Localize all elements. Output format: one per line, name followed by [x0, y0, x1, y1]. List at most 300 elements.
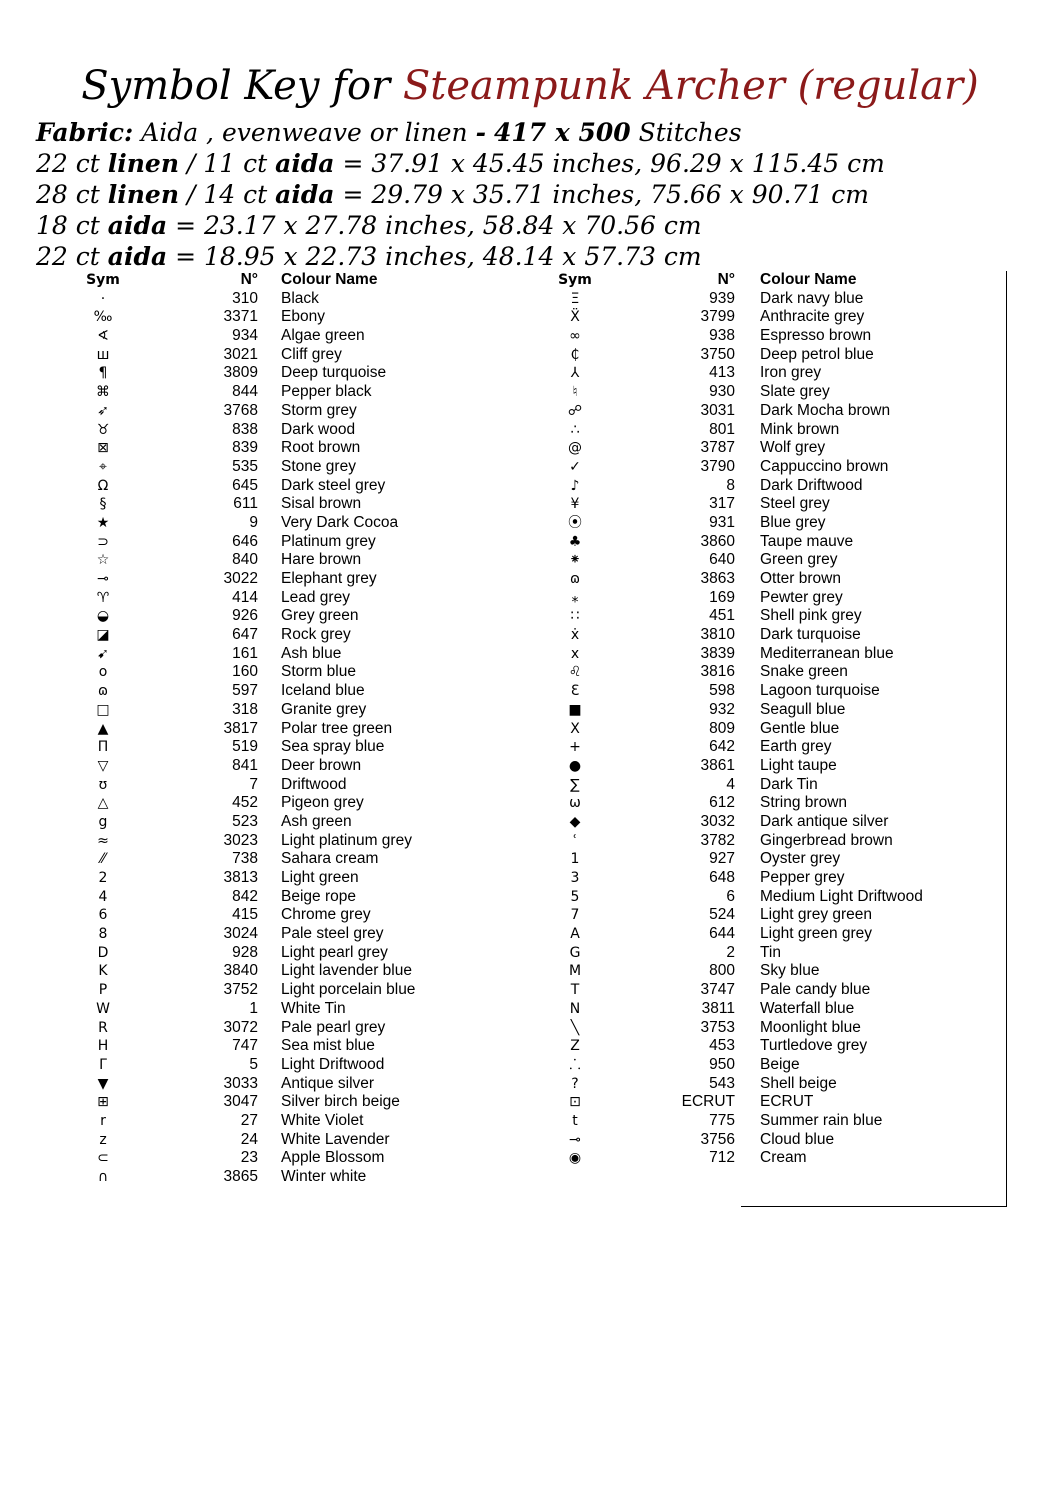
colour-name-cell: Shell beige	[760, 1074, 837, 1092]
symbol-cell: ▼	[97, 1075, 109, 1092]
table-row	[0, 738, 500, 757]
table-row	[500, 570, 1020, 589]
symbol-table-right	[500, 271, 1020, 1168]
number-cell: 926	[232, 607, 258, 625]
symbol-cell: ≈	[97, 832, 109, 849]
symbol-cell: 7	[570, 907, 580, 924]
page-title	[0, 58, 1060, 114]
table-row	[0, 869, 500, 888]
table-row	[500, 757, 1020, 776]
symbol-cell: +	[569, 739, 581, 756]
symbol-cell: ⊠	[97, 440, 109, 457]
number-cell: 519	[232, 738, 258, 756]
colour-name-cell: Dark wood	[281, 420, 356, 438]
table-border-bottom	[741, 1206, 1007, 1207]
number-cell: 809	[709, 719, 735, 737]
table-row	[0, 383, 500, 402]
symbol-cell: x	[570, 645, 580, 662]
number-cell: 535	[232, 457, 258, 475]
table-row	[500, 589, 1020, 608]
symbol-cell: ɷ	[97, 683, 109, 700]
symbol-cell: Γ	[99, 1056, 107, 1073]
table-row	[0, 906, 500, 925]
number-cell: 801	[709, 420, 735, 438]
table-row	[500, 1131, 1020, 1150]
table-row	[500, 402, 1020, 421]
number-cell: 648	[709, 869, 735, 886]
number-cell: 451	[709, 607, 735, 625]
number-cell: 24	[240, 1130, 258, 1148]
header-num: N°	[717, 271, 735, 288]
colour-name-cell: Oyster grey	[760, 850, 841, 868]
number-cell: 543	[709, 1074, 735, 1092]
table-row	[500, 421, 1020, 440]
symbol-cell: Π	[97, 739, 109, 756]
table-row	[0, 1093, 500, 1112]
number-cell: 317	[709, 495, 735, 513]
table-row	[0, 701, 500, 720]
table-row	[0, 1149, 500, 1168]
symbol-cell: Ξ	[570, 290, 580, 307]
colour-name-cell: Pewter grey	[760, 588, 843, 606]
number-cell: 3840	[223, 962, 258, 980]
colour-name-cell: Pigeon grey	[281, 794, 364, 812]
table-row	[0, 1168, 500, 1187]
table-row	[0, 663, 500, 682]
symbol-cell: ∞	[569, 328, 581, 345]
symbol-cell: ◆	[569, 813, 581, 830]
symbol-cell: ⅄	[570, 365, 580, 382]
symbol-cell: D	[97, 944, 109, 961]
colour-name-cell: Beige	[760, 1055, 800, 1073]
symbol-cell: ẋ	[570, 627, 580, 644]
colour-name-cell: Algae green	[281, 327, 365, 345]
number-cell: 2	[726, 943, 735, 961]
number-cell: 3810	[700, 626, 735, 644]
number-cell: 318	[232, 700, 258, 718]
number-cell: 452	[232, 794, 258, 812]
colour-name-cell: Elephant grey	[281, 570, 377, 587]
colour-name-cell: Winter white	[281, 1168, 367, 1185]
symbol-cell: W	[96, 1000, 110, 1017]
colour-name-cell: Cappuccino brown	[760, 457, 889, 475]
table-body-left	[0, 290, 500, 1187]
header-num: N°	[240, 271, 258, 288]
table-row	[0, 1000, 500, 1019]
count-post: = 29.79 x 35.71 inches, 75.66 x 90.71 cm	[342, 180, 869, 209]
number-cell: 413	[709, 364, 735, 382]
colour-name-cell: Storm blue	[281, 663, 356, 681]
count-bold-1: aida	[107, 242, 168, 271]
number-cell: 930	[709, 383, 735, 401]
table-row	[500, 1075, 1020, 1094]
symbol-cell: ➶	[97, 402, 109, 419]
symbol-cell: ▲	[97, 720, 109, 737]
colour-name-cell: White Tin	[281, 999, 346, 1017]
symbol-cell: G	[569, 944, 581, 961]
table-row	[0, 589, 500, 608]
colour-name-cell: Hare brown	[281, 551, 362, 569]
colour-name-cell: Mediterranean blue	[760, 644, 894, 662]
number-cell: 928	[232, 943, 258, 961]
table-row	[0, 794, 500, 813]
symbol-cell: 3	[570, 870, 580, 886]
symbol-cell: ·	[100, 290, 106, 307]
number-cell: 3811	[701, 999, 735, 1017]
count-bold-1: linen	[107, 149, 180, 178]
symbol-cell: ◪	[96, 627, 110, 644]
symbol-cell: P	[98, 982, 108, 999]
symbol-cell: ◉	[568, 1150, 582, 1167]
table-row	[500, 738, 1020, 757]
number-cell: 597	[232, 682, 258, 700]
fabric-info	[36, 117, 1036, 272]
number-cell: ECRUT	[681, 1093, 735, 1111]
colour-name-cell: Dark Tin	[760, 775, 818, 793]
count-lines	[36, 148, 1036, 272]
colour-name-cell: Wolf grey	[760, 439, 826, 457]
count-mid: / 14 ct	[186, 180, 268, 209]
number-cell: 414	[232, 588, 258, 606]
colour-name-cell: Cliff grey	[281, 345, 342, 363]
colour-name-cell: Driftwood	[281, 775, 347, 793]
table-row	[0, 327, 500, 346]
table-row	[0, 832, 500, 851]
table-row	[0, 1112, 500, 1131]
symbol-cell: §	[99, 496, 107, 513]
colour-name-cell: Dark navy blue	[760, 289, 864, 307]
table-row	[0, 981, 500, 1000]
colour-name-cell: Apple Blossom	[281, 1149, 385, 1167]
number-cell: 4	[726, 775, 735, 793]
symbol-cell: ✓	[569, 458, 581, 475]
symbol-cell: g	[98, 813, 108, 830]
table-row	[500, 364, 1020, 383]
count-pre: 22 ct	[36, 242, 100, 271]
number-cell: 3747	[700, 981, 735, 999]
symbol-cell: ♈	[96, 589, 110, 606]
colour-name-cell: Summer rain blue	[760, 1111, 883, 1129]
colour-name-cell: Granite grey	[281, 700, 367, 718]
table-row	[500, 1019, 1020, 1038]
table-row	[0, 1131, 500, 1150]
symbol-cell: ш	[96, 346, 110, 363]
count-pre: 28 ct	[36, 180, 100, 209]
table-row	[0, 514, 500, 533]
table-row	[500, 944, 1020, 963]
colour-name-cell: Moonlight blue	[760, 1018, 861, 1036]
table-row	[500, 607, 1020, 626]
number-cell: 160	[232, 663, 258, 681]
table-row	[500, 701, 1020, 720]
table-row	[500, 439, 1020, 458]
table-row	[0, 776, 500, 795]
colour-name-cell: Light lavender blue	[281, 962, 412, 980]
symbol-cell: Ẍ	[570, 309, 580, 326]
symbol-cell: R	[98, 1019, 108, 1036]
count-bold-1: aida	[107, 211, 168, 240]
symbol-cell: ‰	[93, 309, 113, 326]
header-sym: Sym	[558, 272, 592, 288]
table-row	[500, 720, 1020, 739]
fabric-count-line	[36, 179, 1036, 210]
symbol-cell: 4	[98, 888, 108, 905]
table-row	[500, 626, 1020, 645]
number-cell: 6	[726, 887, 735, 905]
colour-name-cell: Sea mist blue	[281, 1037, 375, 1055]
colour-name-cell: Snake green	[760, 663, 848, 681]
number-cell: 644	[709, 925, 735, 943]
symbol-cell: ʿ	[572, 832, 578, 849]
symbol-cell: ⊸	[97, 571, 109, 587]
table-row	[500, 813, 1020, 832]
symbol-cell: ⊡	[569, 1094, 581, 1111]
symbol-cell: ⌘	[96, 384, 110, 401]
table-row	[0, 533, 500, 552]
table-border-right	[1006, 271, 1007, 1207]
symbol-cell: ?	[571, 1075, 579, 1092]
symbol-cell: 6	[98, 907, 108, 924]
number-cell: 3782	[700, 831, 735, 849]
table-row	[500, 346, 1020, 365]
table-row	[500, 1037, 1020, 1056]
colour-name-cell: Shell pink grey	[760, 607, 862, 625]
number-cell: 939	[709, 289, 735, 307]
colour-name-cell: Taupe mauve	[760, 532, 854, 550]
symbol-cell: Ɛ	[570, 683, 580, 700]
number-cell: 3021	[223, 345, 258, 363]
table-row	[500, 776, 1020, 795]
number-cell: 3033	[223, 1074, 258, 1092]
colour-name-cell: Dark steel grey	[281, 476, 386, 494]
pattern-name: Steampunk Archer (regular)	[402, 63, 979, 109]
table-row	[500, 514, 1020, 533]
table-row	[500, 906, 1020, 925]
number-cell: 3756	[700, 1130, 735, 1148]
table-row	[500, 794, 1020, 813]
table-row	[500, 925, 1020, 944]
table-row	[0, 1037, 500, 1056]
symbol-cell: ⸫	[569, 1056, 581, 1073]
table-row	[0, 607, 500, 626]
symbol-cell: Z	[570, 1038, 580, 1055]
colour-name-cell: Light pearl grey	[281, 943, 388, 961]
colour-name-cell: Black	[281, 289, 319, 307]
symbol-cell: ●	[568, 757, 582, 774]
colour-name-cell: Light grey green	[760, 906, 873, 924]
table-row	[0, 888, 500, 907]
fabric-types: Aida , evenweave or linen	[141, 118, 468, 147]
colour-name-cell: Lagoon turquoise	[760, 682, 880, 700]
colour-name-cell: String brown	[760, 794, 848, 812]
number-cell: 415	[232, 906, 258, 924]
table-row	[0, 439, 500, 458]
table-row	[0, 813, 500, 832]
number-cell: 523	[232, 812, 258, 830]
number-cell: 642	[709, 738, 735, 756]
number-cell: 839	[232, 439, 258, 457]
header-sym: Sym	[86, 272, 120, 288]
fabric-count-line	[36, 148, 1036, 179]
colour-name-cell: Deep petrol blue	[760, 345, 874, 363]
table-row	[500, 1093, 1020, 1112]
table-row	[500, 1149, 1020, 1168]
symbol-cell: 8	[98, 926, 108, 943]
colour-name-cell: Dark Mocha brown	[760, 401, 891, 419]
number-cell: 3790	[700, 457, 735, 475]
table-row	[500, 962, 1020, 981]
stitches-label: Stitches	[638, 118, 742, 147]
colour-name-cell: Mink brown	[760, 420, 840, 438]
symbol-cell: ☍	[567, 402, 583, 419]
symbol-cell: @	[568, 440, 582, 457]
colour-name-cell: Gingerbread brown	[760, 831, 893, 849]
number-cell: 7	[249, 775, 258, 793]
colour-name-cell: Tin	[760, 943, 781, 961]
count-bold-2: aida	[275, 149, 335, 178]
table-row	[0, 402, 500, 421]
number-cell: 310	[232, 289, 258, 307]
colour-name-cell: Blue grey	[760, 513, 826, 531]
fabric-count-line	[36, 241, 1036, 272]
colour-name-cell: Ash blue	[281, 644, 342, 662]
number-cell: 775	[709, 1111, 735, 1129]
colour-name-cell: Chrome grey	[281, 906, 371, 924]
colour-name-cell: Iron grey	[760, 364, 822, 382]
colour-name-cell: Waterfall blue	[760, 999, 855, 1017]
number-cell: 3839	[700, 644, 735, 662]
symbol-cell: ⦿	[568, 514, 582, 531]
number-cell: 3787	[700, 439, 735, 457]
number-cell: 640	[709, 551, 735, 569]
number-cell: 524	[709, 906, 735, 924]
number-cell: 161	[232, 644, 258, 662]
colour-name-cell: Slate grey	[760, 383, 830, 401]
symbol-cell: ∢	[97, 328, 109, 345]
table-row	[0, 1019, 500, 1038]
table-row	[500, 383, 1020, 402]
number-cell: 3032	[700, 812, 735, 830]
colour-name-cell: Cloud blue	[760, 1130, 835, 1148]
table-row	[0, 1075, 500, 1094]
table-row	[500, 869, 1020, 888]
colour-name-cell: White Violet	[281, 1111, 364, 1129]
table-row	[500, 850, 1020, 869]
symbol-cell: X	[570, 720, 580, 737]
symbol-cell: ⁎	[571, 589, 579, 606]
table-header	[0, 271, 500, 290]
colour-name-cell: Iceland blue	[281, 682, 365, 700]
number-cell: 3865	[223, 1168, 258, 1185]
number-cell: 838	[232, 420, 258, 438]
symbol-cell: □	[96, 701, 110, 718]
table-row	[0, 495, 500, 514]
number-cell: 3861	[700, 756, 735, 774]
table-row	[0, 551, 500, 570]
symbol-cell: ♌	[568, 664, 582, 681]
number-cell: 927	[709, 850, 735, 868]
title-prefix: Symbol Key for	[81, 63, 391, 109]
symbol-cell: ₵	[570, 346, 580, 363]
number-cell: 712	[709, 1149, 735, 1167]
number-cell: 3750	[700, 345, 735, 363]
colour-name-cell: Sisal brown	[281, 495, 362, 513]
colour-name-cell: Ebony	[281, 308, 325, 326]
number-cell: 645	[232, 476, 258, 494]
colour-name-cell: Turtledove grey	[760, 1037, 868, 1055]
table-row	[0, 850, 500, 869]
table-row	[0, 570, 500, 589]
symbol-cell: ♪	[570, 477, 580, 494]
symbol-cell: T	[570, 982, 580, 999]
number-cell: 3809	[223, 364, 258, 382]
number-cell: 646	[232, 532, 258, 550]
number-cell: 3768	[223, 401, 258, 419]
table-row	[0, 421, 500, 440]
table-header	[500, 271, 1020, 290]
number-cell: 5	[249, 1055, 258, 1073]
symbol-cell: ★	[96, 514, 110, 531]
number-cell: 3817	[223, 719, 258, 737]
table-row	[0, 962, 500, 981]
table-row	[500, 682, 1020, 701]
table-row	[0, 458, 500, 477]
colour-name-cell: Silver birch beige	[281, 1093, 400, 1111]
number-cell: 612	[709, 794, 735, 812]
symbol-table-left	[0, 271, 500, 1187]
count-pre: 18 ct	[36, 211, 100, 240]
number-cell: 841	[232, 756, 258, 774]
table-row	[0, 290, 500, 309]
table-row	[0, 1056, 500, 1075]
colour-name-cell: Light green	[281, 869, 359, 886]
number-cell: 934	[232, 327, 258, 345]
symbol-cell: A	[570, 926, 580, 943]
table-row	[0, 720, 500, 739]
symbol-cell: ⊸	[569, 1131, 581, 1148]
number-cell: 3022	[223, 570, 258, 587]
number-cell: 932	[709, 700, 735, 718]
colour-name-cell: Lead grey	[281, 588, 350, 606]
symbol-cell: 5	[570, 888, 580, 905]
number-cell: 3024	[223, 925, 258, 943]
symbol-cell: ■	[568, 701, 582, 718]
colour-name-cell: Ash green	[281, 812, 352, 830]
table-row	[0, 682, 500, 701]
table-row	[0, 308, 500, 327]
table-body-right	[500, 290, 1020, 1168]
colour-name-cell: White Lavender	[281, 1130, 390, 1148]
table-row	[500, 458, 1020, 477]
colour-name-cell: Dark antique silver	[760, 812, 889, 830]
number-cell: 3799	[700, 308, 735, 326]
number-cell: 840	[232, 551, 258, 569]
table-row	[500, 551, 1020, 570]
colour-name-cell: Sahara cream	[281, 850, 379, 868]
fabric-dash: -	[475, 118, 486, 147]
colour-name-cell: Anthracite grey	[760, 308, 865, 326]
symbol-cell: r	[100, 1112, 106, 1129]
table-row	[500, 663, 1020, 682]
colour-name-cell: Green grey	[760, 551, 838, 569]
symbol-cell: ∴	[570, 421, 580, 438]
colour-name-cell: Polar tree green	[281, 719, 393, 737]
colour-name-cell: Pale steel grey	[281, 925, 384, 943]
colour-name-cell: Deep turquoise	[281, 364, 387, 382]
fabric-label: Fabric:	[36, 118, 134, 147]
table-row	[500, 308, 1020, 327]
colour-name-cell: Very Dark Cocoa	[281, 513, 399, 531]
